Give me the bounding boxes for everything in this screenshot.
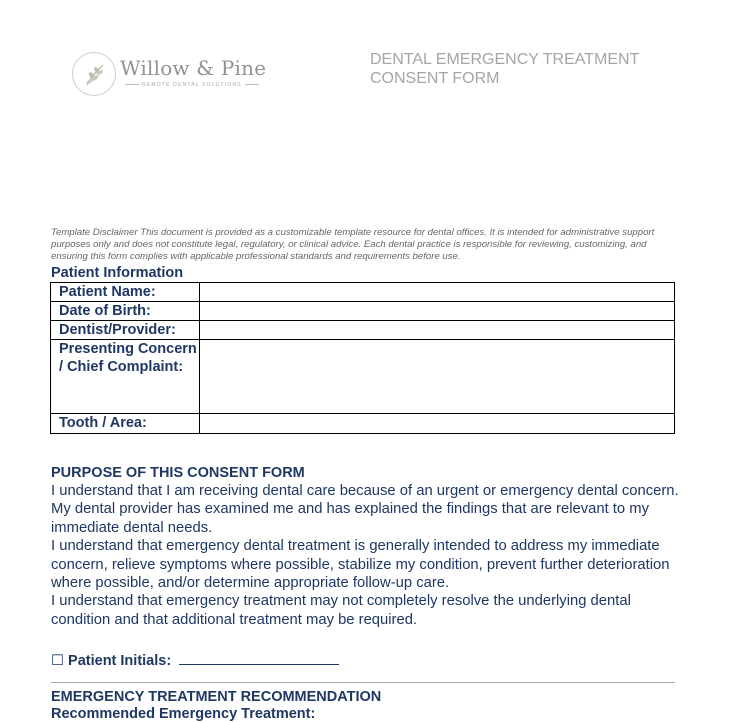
initials-checkbox[interactable]: ☐ (51, 653, 64, 669)
tooth-area-field[interactable] (200, 414, 675, 434)
document-title: DENTAL EMERGENCY TREATMENT CONSENT FORM (370, 51, 640, 87)
field-label: Dentist/Provider: (51, 321, 200, 340)
patient-name-field[interactable] (200, 283, 675, 302)
table-row (51, 283, 675, 302)
practice-logo (72, 50, 272, 98)
recommendation-heading: EMERGENCY TREATMENT RECOMMENDATION (51, 689, 382, 705)
leaf-branch-icon (72, 52, 116, 96)
field-label: Patient Name: (51, 283, 200, 302)
purpose-paragraph: I understand that emergency dental treatment is generally intended to address my immediate concern, relieve symptoms where possible, stabilize my condition, prevent further deterioration where possible, and/or determine appropriate follow-up care. (51, 538, 670, 592)
logo-name: Willow & Pine (120, 56, 267, 80)
logo-tagline: REMOTE DENTAL SOLUTIONS (122, 82, 262, 88)
initials-label: Patient Initials: (68, 653, 172, 669)
template-disclaimer: Template Disclaimer This document is provided as a customizable template resource for dental offices. It is intended for administrative support purposes only and does not constitute legal, regulatory, or clinical advice. Each dental practice is responsible for reviewing, customizing, and ensuring this form complies with applicable professional standards and requirements before use. (51, 227, 655, 263)
purpose-paragraph: I understand that I am receiving dental care because of an urgent or emergency dental concern. (51, 483, 679, 499)
purpose-paragraph: I understand that emergency treatment may not completely resolve the underlying dental condition and that additional treatment may be required. (51, 593, 631, 628)
section-divider (51, 682, 675, 683)
field-label: Presenting Concern / Chief Complaint: (51, 340, 200, 414)
purpose-body (51, 482, 681, 629)
patient-info-table (50, 282, 675, 434)
field-label: Tooth / Area: (51, 414, 200, 434)
table-row (51, 321, 675, 340)
initials-signature-line[interactable] (179, 651, 339, 665)
patient-info-heading: Patient Information (51, 265, 184, 281)
patient-initials-row (51, 651, 339, 669)
table-row (51, 414, 675, 434)
table-row (51, 340, 675, 414)
field-label: Date of Birth: (51, 302, 200, 321)
purpose-heading: PURPOSE OF THIS CONSENT FORM (51, 465, 305, 481)
purpose-paragraph: My dental provider has examined me and has explained the findings that are relevant to my immediate dental needs. (51, 501, 649, 536)
table-row (51, 302, 675, 321)
chief-complaint-field[interactable] (200, 340, 675, 414)
recommended-treatment-label: Recommended Emergency Treatment: (51, 706, 316, 722)
date-of-birth-field[interactable] (200, 302, 675, 321)
dentist-provider-field[interactable] (200, 321, 675, 340)
